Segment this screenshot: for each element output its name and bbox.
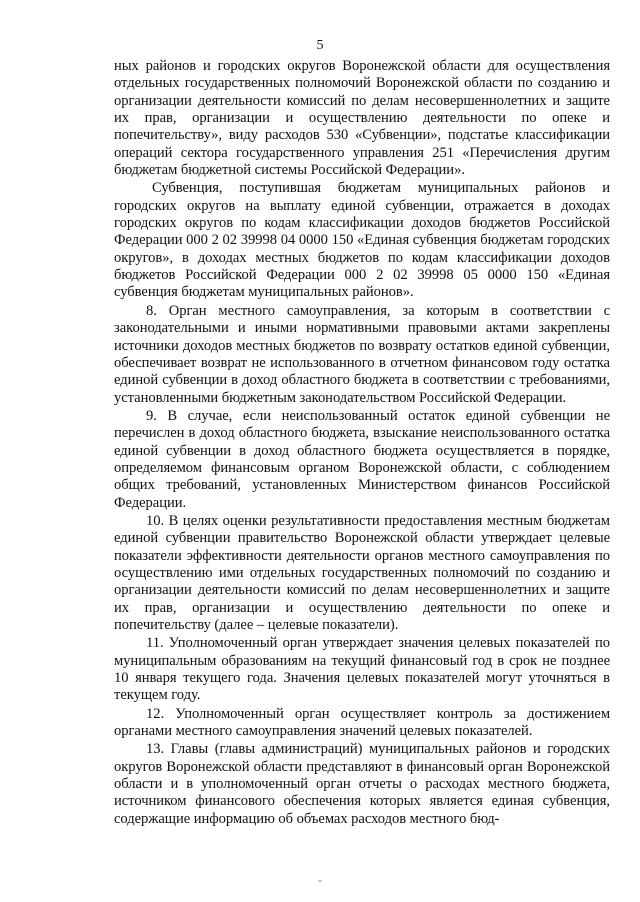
paragraph-item-13: 13. Главы (главы администраций) муниципальных районов и городских округов Воронежской области представляют в финансовый орган Воронежской области и в уполномоченный орган отчеты о расходах местного бюджета, источником финансового обеспечения которых является единая субвенция, содержащие информацию об объемах расходов местного бюд- (114, 741, 610, 827)
paragraph-continuation: ных районов и городских округов Воронежской области для осуществления отдельных государственных полномочий Воронежской области по созданию и организации деятельности комиссий по делам несовершеннолетних и защите их прав, организации и осуществлению деятельности по опеке и попечительству», виду расходов 530 «Субвенции», подстатье классификации операций сектора государственного управления 251 «Перечисления другим бюджетам бюджетной системы Российской Федерации». (114, 58, 610, 179)
paragraph-item-10: 10. В целях оценки результативности предоставления местным бюджетам единой субвенции правительство Воронежской области утверждает целевые показатели эффективности деятельности органов местного самоуправления по осуществлению ими отдельных государственных полномочий по созданию и организации деятельности комиссий по делам несовершеннолетних и защите их прав, организации и осуществлению деятельности по опеке и попечительству (далее – целевые показатели). (114, 512, 610, 633)
paragraph-item-11: 11. Уполномоченный орган утверждает значения целевых показателей по муниципальным образованиям на текущий финансовый год в срок не позднее 10 января текущего года. Значения целевых показателей могут уточняться в текущем году. (114, 635, 610, 704)
scan-mark (318, 880, 322, 882)
page-number: 5 (316, 38, 324, 53)
paragraph-subvention-income: Субвенция, поступившая бюджетам муниципальных районов и городских округов на выплату единой субвенции, отражается в доходах городских округов по кодам классификации доходов бюджетов Российской Федерации 000 2 02 39998 04 0000 150 «Единая субвенция бюджетам городских округов», в доходах местных бюджетов по кодам классификации доходов бюджетов Российской Федерации 000 2 02 39998 05 0000 150 «Единая субвенция бюджетам муниципальных районов». (114, 180, 610, 301)
paragraph-item-9: 9. В случае, если неиспользованный остаток единой субвенции не перечислен в доход областного бюджета, взыскание неиспользованного остатка единой субвенции в доход областного бюджета осуществляется в порядке, определяемом финансовым органом Воронежской области, с соблюдением общих требований, установленных Министерством финансов Российской Федерации. (114, 407, 610, 511)
paragraph-item-8: 8. Орган местного самоуправления, за которым в соответствии с законодательными и иными нормативными правовыми актами закреплены источники доходов местных бюджетов по возврату остатков единой субвенции, обеспечивает возврат не использованного в отчетном финансовом году остатка единой субвенции в доход областного бюджета в соответствии с требованиями, установленными бюджетным законодательством Российской Федерации. (114, 302, 610, 406)
paragraph-item-12: 12. Уполномоченный орган осуществляет контроль за достижением органами местного самоуправления значений целевых показателей. (114, 705, 610, 740)
